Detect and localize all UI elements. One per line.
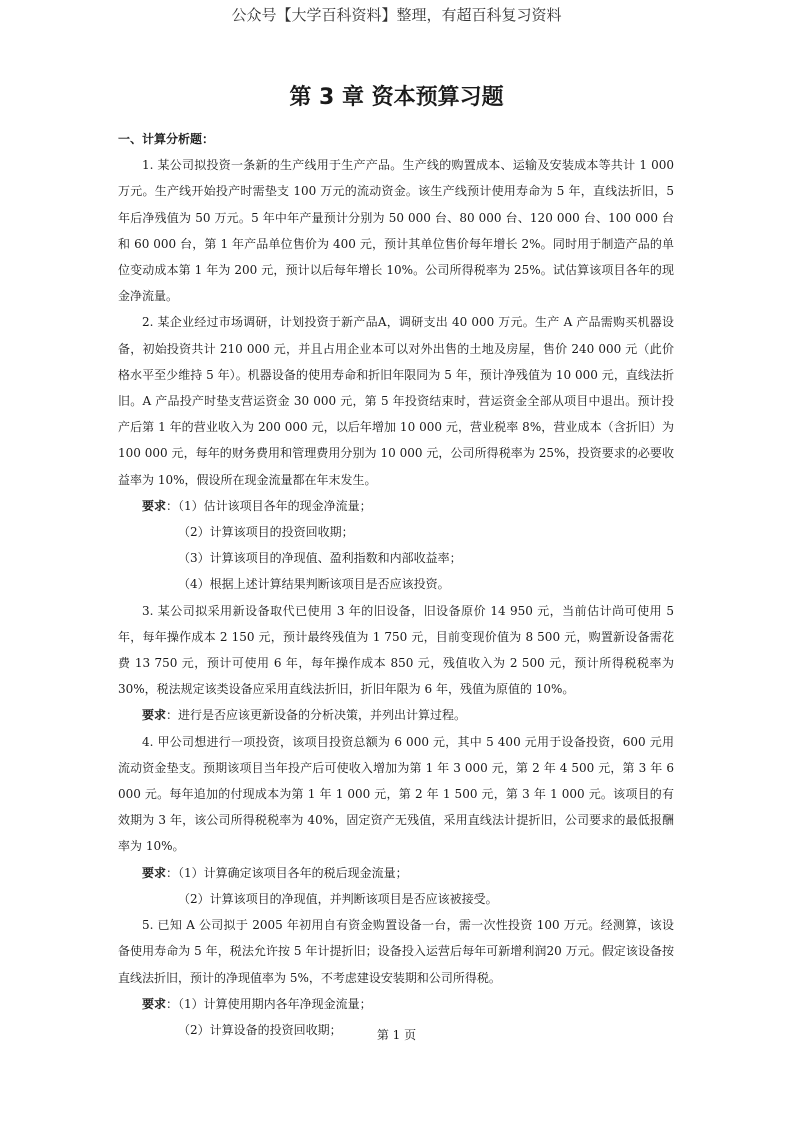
page-title: 第 3 章 资本预算习题: [289, 85, 504, 110]
requirement-label: 要求: [142, 865, 167, 880]
problem-2-requirement-4: （4）根据上述计算结果判断该项目是否应该投资。: [178, 577, 450, 592]
section-heading: 一、计算分析题：: [118, 132, 215, 146]
problem-3: 3. 某公司拟采用新设备取代已使用 3 年的旧设备，旧设备原价 14 950 元，当前估计尚可使用 5 年，每年操作成本 2 150 元，预计最终残值为 1 750 元，目前变现价值为 8 500 元，购置新设备需花费 13 750 元，预计可使用 6 年，每年操作成本 850 元，残值收入为 2 500 元，预计所得税税率为 30%，税法规定该类设备应采用直线法折旧，折旧年限为 6 年，残值为原值的 10%。: [118, 603, 674, 697]
problem-4-requirement-1: 要求：（1）计算确定该项目各年的税后现金流量；: [142, 865, 408, 880]
problem-2-requirement-3: （3）计算该项目的净现值、盈利指数和内部收益率；: [178, 551, 462, 566]
problem-5-requirement-1: 要求：（1）计算使用期内各年净现金流量；: [142, 996, 372, 1011]
page-number: 第 1 页: [376, 1028, 417, 1042]
document-body: [118, 126, 674, 1043]
requirement-label: 要求: [142, 708, 167, 723]
problem-1: 1. 某公司拟投资一条新的生产线用于生产产品。生产线的购置成本、运输及安装成本等共计 1 000 万元。生产线开始投产时需垫支 100 万元的流动资金。该生产线预计使用寿命为 5 年，直线法折旧，5 年后净残值为 50 万元。5 年中年产量预计分别为 50 000 台、80 000 台、120 000 台、100 000 台和 60 000 台，第 1 年产品单位售价为 400 元，预计其单位售价每年增长 2%。同时用于制造产品的单位变动成本第 1 年为 200 元，预计以后每年增长 10%。公司所得税率为 25%。试估算该项目各年的现金净流量。: [118, 158, 674, 304]
problem-4: 4. 甲公司想进行一项投资，该项目投资总额为 6 000 元，其中 5 400 元用于设备投资，600 元用流动资金垫支。预期该项目当年投产后可使收入增加为第 1 年 3 000 元，第 2 年 4 500 元，第 3 年 6 000 元。每年追加的付现成本为第 1 年 1 000 元，第 2 年 1 500 元，第 3 年 1 000 元。该项目的有效期为 3 年，该公司所得税税率为 40%，固定资产无残值，采用直线法计提折旧，公司要求的最低报酬率为 10%。: [118, 734, 674, 854]
problem-5: 5. 已知 A 公司拟于 2005 年初用自有资金购置设备一台，需一次性投资 100 万元。经测算，该设备使用寿命为 5 年，税法允许按 5 年计提折旧；设备投入运营后每年可新增利润20 万元。假定该设备按直线法折旧，预计的净现值率为 5%，不考虑建设安装期和公司所得税。: [118, 918, 674, 985]
page-header: 公众号【大学百科资料】整理，有超百科复习资料: [231, 6, 562, 24]
problem-2: 2. 某企业经过市场调研，计划投资于新产品A，调研支出 40 000 万元。生产 A 产品需购买机器设备，初始投资共计 210 000 元，并且占用企业本可以对外出售的土地及房屋，售价 240 000 元（此价格水平至少维持 5 年）。机器设备的使用寿命和折旧年限同为 5 年，预计净残值为 10 000 元，直线法折旧。A 产品投产时垫支营运资金 30 000 元，第 5 年投资结束时，营运资金全部从项目中退出。预计投产后第 1 年的营业收入为 200 000 元，以后年增加 10 000 元，营业税率 8%，营业成本（含折旧）为 100 000 元，每年的财务费用和管理费用分别为 10 000 元，公司所得税率为 25%，投资要求的必要收益率为 10%，假设所在现金流量都在年末发生。: [118, 315, 674, 487]
requirement-label: 要求: [142, 996, 167, 1011]
requirement-label: 要求: [142, 498, 167, 513]
problem-4-requirement-2: （2）计算该项目的净现值，并判断该项目是否应该被接受。: [178, 891, 498, 906]
problem-5-requirement-2: （2）计算设备的投资回收期；: [178, 1022, 342, 1037]
problem-2-requirement-2: （2）计算该项目的投资回收期；: [178, 525, 354, 540]
problem-3-requirement-1: 要求：进行是否应该更新设备的分析决策，并列出计算过程。: [142, 708, 467, 723]
problem-2-requirement-1: 要求：（1）估计该项目各年的现金净流量；: [142, 498, 372, 513]
